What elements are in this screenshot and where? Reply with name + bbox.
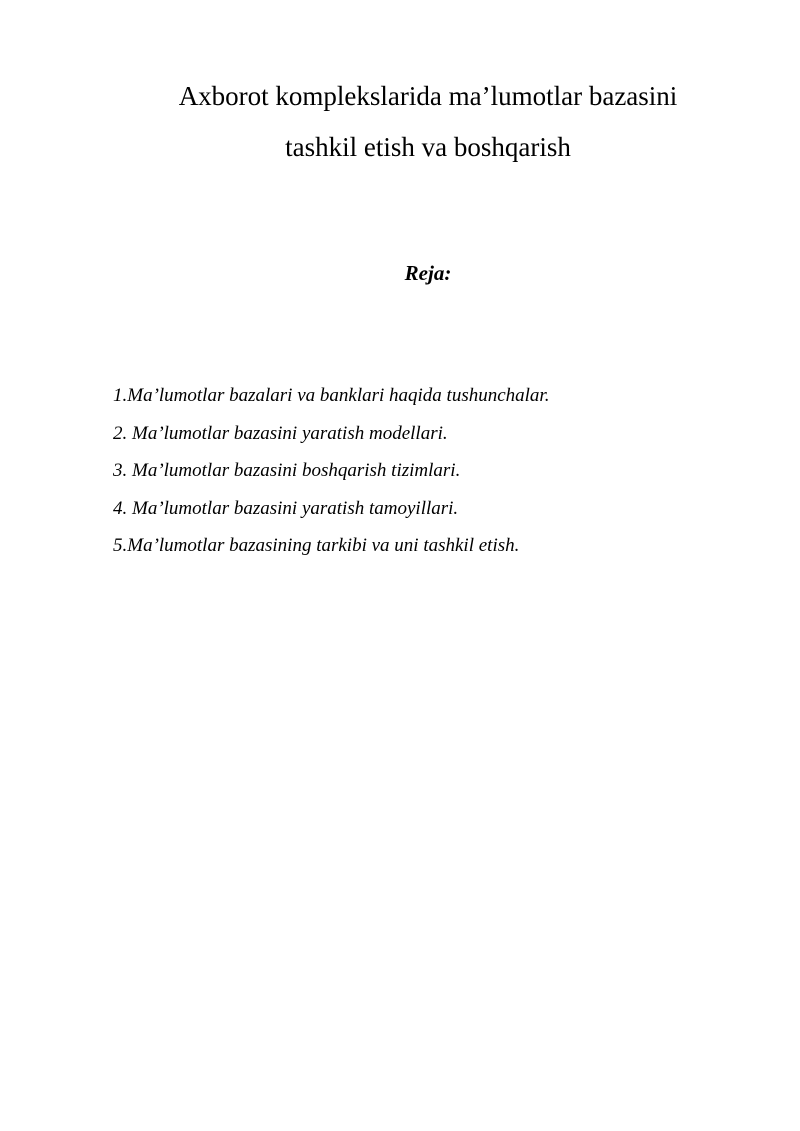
plan-item-5: 5.Ma’lumotlar bazasining tarkibi va uni tashkil etish. (113, 535, 520, 556)
document-title-line-2: tashkil etish va boshqarish (285, 132, 571, 162)
plan-item-1: 1.Ma’lumotlar bazalari va banklari haqida tushunchalar. (113, 385, 550, 406)
plan-item-2: 2. Ma’lumotlar bazasini yaratish modellari. (113, 422, 448, 444)
plan-item-4: 4. Ma’lumotlar bazasini yaratish tamoyillari. (113, 497, 459, 519)
document-title-line-1: Axborot komplekslarida ma’lumotlar bazasini (178, 81, 678, 111)
plan-item-3: 3. Ma’lumotlar bazasini boshqarish tizimlari. (113, 460, 461, 481)
plan-heading: Reja: (404, 261, 452, 285)
plan-list (113, 384, 549, 572)
